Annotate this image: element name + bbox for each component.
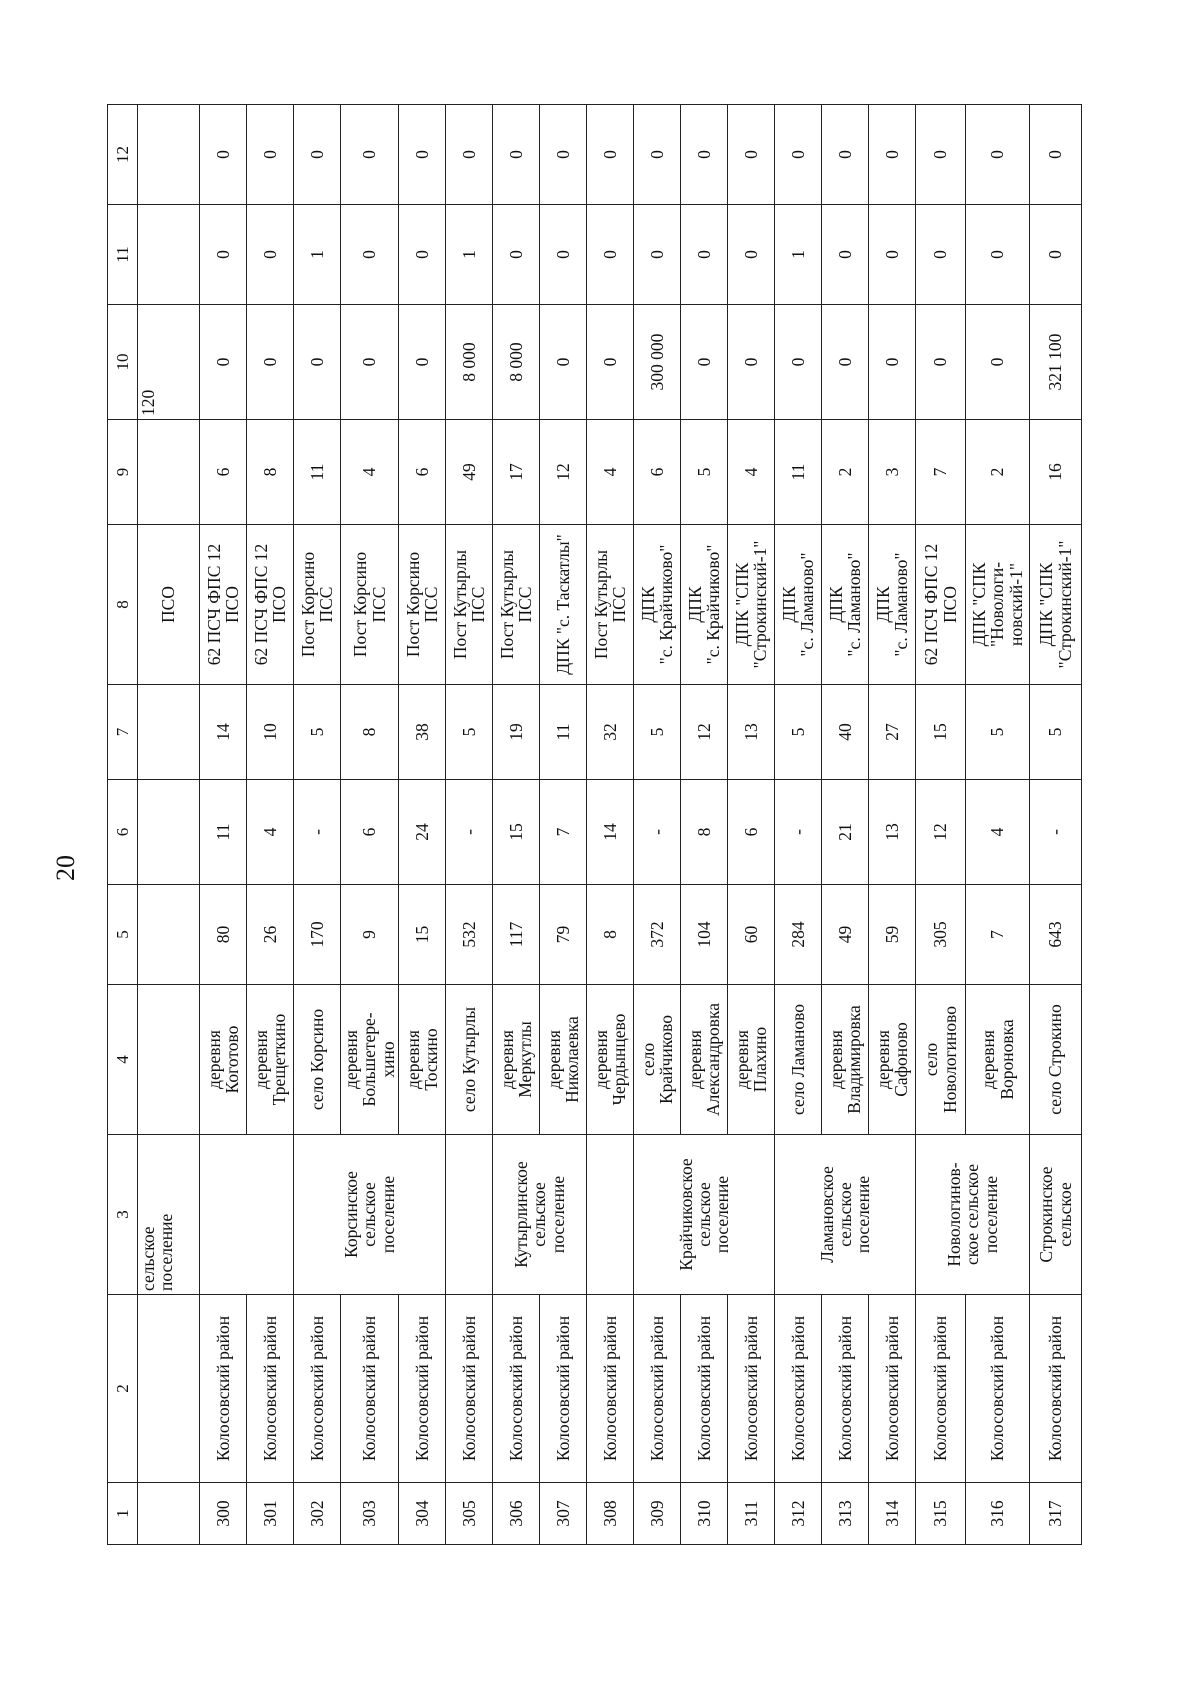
- value-9-cell: 49: [446, 420, 493, 525]
- value-12-cell: 0: [446, 105, 493, 205]
- value-11-cell: 0: [587, 205, 634, 305]
- settlement-cell: село Крайчиково: [634, 985, 681, 1135]
- value-11-cell: 0: [540, 205, 587, 305]
- row-number: 317: [1030, 1483, 1082, 1545]
- value-10-cell: 0: [681, 305, 728, 420]
- municipality-cell: Крайчиковское сельское поселение: [634, 1135, 775, 1295]
- value-10-cell: 0: [775, 305, 822, 420]
- municipality-cell: [587, 1135, 634, 1295]
- distance-cell: -: [446, 780, 493, 885]
- settlement-cell: деревня Плахино: [728, 985, 775, 1135]
- distance-cell: 14: [587, 780, 634, 885]
- continuation-row: [138, 105, 200, 1545]
- value-10-cell: 0: [247, 305, 294, 420]
- col-header-12: 12: [108, 105, 138, 205]
- table-row: [681, 105, 728, 1545]
- value-11-cell: 0: [728, 205, 775, 305]
- arrival-time-cell: 11: [540, 685, 587, 780]
- cont-cell: [138, 1295, 200, 1483]
- arrival-time-cell: 5: [294, 685, 341, 780]
- value-11-cell: 0: [966, 205, 1030, 305]
- row-number: 300: [200, 1483, 247, 1545]
- arrival-time-cell: 13: [728, 685, 775, 780]
- value-11-cell: 1: [446, 205, 493, 305]
- population-cell: 8: [587, 885, 634, 985]
- settlement-cell: село Корсино: [294, 985, 341, 1135]
- cont-value: 120: [138, 305, 200, 420]
- value-10-cell: 0: [869, 305, 916, 420]
- arrival-time-cell: 5: [1030, 685, 1082, 780]
- distance-cell: 12: [916, 780, 966, 885]
- settlement-cell: деревня Коготово: [200, 985, 247, 1135]
- cont-fire-unit: ПСО: [138, 525, 200, 685]
- value-10-cell: 0: [540, 305, 587, 420]
- value-11-cell: 0: [399, 205, 446, 305]
- district-cell: Колосовский район: [728, 1295, 775, 1483]
- value-11-cell: 0: [1030, 205, 1082, 305]
- population-cell: 284: [775, 885, 822, 985]
- settlement-cell: деревня Чердынцево: [587, 985, 634, 1135]
- settlement-cell: деревня Меркутлы: [493, 985, 540, 1135]
- distance-cell: -: [775, 780, 822, 885]
- value-11-cell: 0: [681, 205, 728, 305]
- population-cell: 117: [493, 885, 540, 985]
- row-number: 310: [681, 1483, 728, 1545]
- value-12-cell: 0: [341, 105, 399, 205]
- value-10-cell: 0: [916, 305, 966, 420]
- value-12-cell: 0: [966, 105, 1030, 205]
- arrival-time-cell: 8: [341, 685, 399, 780]
- value-11-cell: 0: [341, 205, 399, 305]
- table-row: [775, 105, 822, 1545]
- arrival-time-cell: 15: [916, 685, 966, 780]
- table-row: [540, 105, 587, 1545]
- value-11-cell: 0: [822, 205, 869, 305]
- district-cell: Колосовский район: [966, 1295, 1030, 1483]
- fire-unit-cell: Пост Корсино ПСС: [294, 525, 341, 685]
- value-12-cell: 0: [1030, 105, 1082, 205]
- distance-cell: 13: [869, 780, 916, 885]
- col-header-1: 1: [108, 1483, 138, 1545]
- district-cell: Колосовский район: [634, 1295, 681, 1483]
- value-9-cell: 6: [399, 420, 446, 525]
- distance-cell: 15: [493, 780, 540, 885]
- value-12-cell: 0: [399, 105, 446, 205]
- table-row: [247, 105, 294, 1545]
- cont-cell: [138, 985, 200, 1135]
- municipality-cell: Новологинов- ское сельское поселение: [916, 1135, 1030, 1295]
- arrival-time-cell: 19: [493, 685, 540, 780]
- col-header-9: 9: [108, 420, 138, 525]
- settlement-cell: деревня Владимировка: [822, 985, 869, 1135]
- row-number: 314: [869, 1483, 916, 1545]
- district-cell: Колосовский район: [587, 1295, 634, 1483]
- col-header-5: 5: [108, 885, 138, 985]
- settlement-cell: деревня Николаевка: [540, 985, 587, 1135]
- district-cell: Колосовский район: [341, 1295, 399, 1483]
- table-row: [399, 105, 446, 1545]
- arrival-time-cell: 5: [446, 685, 493, 780]
- arrival-time-cell: 14: [200, 685, 247, 780]
- value-9-cell: 17: [493, 420, 540, 525]
- arrival-time-cell: 5: [775, 685, 822, 780]
- value-11-cell: 0: [916, 205, 966, 305]
- population-cell: 49: [822, 885, 869, 985]
- value-11-cell: 0: [200, 205, 247, 305]
- district-cell: Колосовский район: [399, 1295, 446, 1483]
- arrival-time-cell: 38: [399, 685, 446, 780]
- cont-cell: [138, 685, 200, 780]
- row-number: 305: [446, 1483, 493, 1545]
- table-row: [200, 105, 247, 1545]
- value-12-cell: 0: [247, 105, 294, 205]
- value-9-cell: 4: [587, 420, 634, 525]
- table-row: [294, 105, 341, 1545]
- value-10-cell: 0: [728, 305, 775, 420]
- population-cell: 104: [681, 885, 728, 985]
- row-number: 306: [493, 1483, 540, 1545]
- value-9-cell: 2: [966, 420, 1030, 525]
- row-number: 313: [822, 1483, 869, 1545]
- value-10-cell: 300 000: [634, 305, 681, 420]
- cont-cell: [138, 105, 200, 205]
- value-12-cell: 0: [775, 105, 822, 205]
- value-12-cell: 0: [822, 105, 869, 205]
- value-12-cell: 0: [587, 105, 634, 205]
- value-11-cell: 0: [634, 205, 681, 305]
- value-10-cell: 0: [822, 305, 869, 420]
- col-header-10: 10: [108, 305, 138, 420]
- value-9-cell: 7: [916, 420, 966, 525]
- table-row: [587, 105, 634, 1545]
- value-10-cell: 8 000: [493, 305, 540, 420]
- district-cell: Колосовский район: [869, 1295, 916, 1483]
- population-cell: 170: [294, 885, 341, 985]
- value-11-cell: 1: [294, 205, 341, 305]
- district-cell: Колосовский район: [493, 1295, 540, 1483]
- cont-cell: [138, 1483, 200, 1545]
- column-number-row: [108, 105, 138, 1545]
- fire-unit-cell: Пост Корсино ПСС: [341, 525, 399, 685]
- value-10-cell: 0: [294, 305, 341, 420]
- value-10-cell: 0: [587, 305, 634, 420]
- distance-cell: -: [634, 780, 681, 885]
- table-row: [341, 105, 399, 1545]
- district-cell: Колосовский район: [916, 1295, 966, 1483]
- value-12-cell: 0: [728, 105, 775, 205]
- distance-cell: 6: [728, 780, 775, 885]
- value-11-cell: 0: [869, 205, 916, 305]
- arrival-time-cell: 40: [822, 685, 869, 780]
- value-11-cell: 1: [775, 205, 822, 305]
- fire-unit-cell: ДПК "СПК "Строкинский-1": [728, 525, 775, 685]
- population-cell: 26: [247, 885, 294, 985]
- fire-unit-cell: ДПК "с. Ламаново": [775, 525, 822, 685]
- col-header-2: 2: [108, 1295, 138, 1483]
- value-9-cell: 4: [341, 420, 399, 525]
- row-number: 307: [540, 1483, 587, 1545]
- value-10-cell: 0: [200, 305, 247, 420]
- settlement-cell: деревня Трещеткино: [247, 985, 294, 1135]
- table-row: [493, 105, 540, 1545]
- arrival-time-cell: 5: [966, 685, 1030, 780]
- population-cell: 7: [966, 885, 1030, 985]
- settlement-cell: село Строкино: [1030, 985, 1082, 1135]
- distance-cell: 6: [341, 780, 399, 885]
- value-9-cell: 12: [540, 420, 587, 525]
- row-number: 301: [247, 1483, 294, 1545]
- fire-unit-cell: ДПК "СПК "Новологи- новский-1": [966, 525, 1030, 685]
- fire-unit-cell: ДПК "СПК "Строкинский-1": [1030, 525, 1082, 685]
- district-cell: Колосовский район: [540, 1295, 587, 1483]
- value-10-cell: 8 000: [446, 305, 493, 420]
- settlements-table: [107, 104, 1082, 1545]
- population-cell: 79: [540, 885, 587, 985]
- value-9-cell: 11: [775, 420, 822, 525]
- value-9-cell: 16: [1030, 420, 1082, 525]
- arrival-time-cell: 5: [634, 685, 681, 780]
- fire-unit-cell: 62 ПСЧ ФПС 12 ПСО: [916, 525, 966, 685]
- value-9-cell: 3: [869, 420, 916, 525]
- distance-cell: 4: [966, 780, 1030, 885]
- cont-cell: [138, 885, 200, 985]
- value-9-cell: 8: [247, 420, 294, 525]
- row-number: 303: [341, 1483, 399, 1545]
- fire-unit-cell: 62 ПСЧ ФПС 12 ПСО: [200, 525, 247, 685]
- row-number: 316: [966, 1483, 1030, 1545]
- distance-cell: 11: [200, 780, 247, 885]
- settlements-table-wrapper: [107, 105, 1075, 1545]
- col-header-8: 8: [108, 525, 138, 685]
- population-cell: 15: [399, 885, 446, 985]
- cont-cell: [138, 205, 200, 305]
- value-12-cell: 0: [634, 105, 681, 205]
- distance-cell: 8: [681, 780, 728, 885]
- municipality-cell: Корсинское сельское поселение: [294, 1135, 446, 1295]
- value-12-cell: 0: [493, 105, 540, 205]
- value-12-cell: 0: [294, 105, 341, 205]
- table-row: [966, 105, 1030, 1545]
- table-row: [1030, 105, 1082, 1545]
- population-cell: 532: [446, 885, 493, 985]
- table-row: [634, 105, 681, 1545]
- cont-cell: [138, 780, 200, 885]
- cont-municipality: сельское поселение: [138, 1135, 200, 1295]
- value-12-cell: 0: [681, 105, 728, 205]
- fire-unit-cell: Пост Кутырлы ПСС: [493, 525, 540, 685]
- row-number: 302: [294, 1483, 341, 1545]
- arrival-time-cell: 27: [869, 685, 916, 780]
- population-cell: 60: [728, 885, 775, 985]
- table-row: [916, 105, 966, 1545]
- value-10-cell: 0: [399, 305, 446, 420]
- municipality-cell: [200, 1135, 294, 1295]
- table-row: [728, 105, 775, 1545]
- district-cell: Колосовский район: [200, 1295, 247, 1483]
- value-10-cell: 0: [966, 305, 1030, 420]
- fire-unit-cell: Пост Кутырлы ПСС: [587, 525, 634, 685]
- col-header-7: 7: [108, 685, 138, 780]
- district-cell: Колосовский район: [446, 1295, 493, 1483]
- arrival-time-cell: 32: [587, 685, 634, 780]
- col-header-3: 3: [108, 1135, 138, 1295]
- population-cell: 80: [200, 885, 247, 985]
- arrival-time-cell: 12: [681, 685, 728, 780]
- distance-cell: 4: [247, 780, 294, 885]
- population-cell: 59: [869, 885, 916, 985]
- value-12-cell: 0: [200, 105, 247, 205]
- population-cell: 372: [634, 885, 681, 985]
- row-number: 308: [587, 1483, 634, 1545]
- municipality-cell: Строкинское сельское: [1030, 1135, 1082, 1295]
- table-row: [869, 105, 916, 1545]
- fire-unit-cell: 62 ПСЧ ФПС 12 ПСО: [247, 525, 294, 685]
- value-10-cell: 321 100: [1030, 305, 1082, 420]
- value-11-cell: 0: [247, 205, 294, 305]
- district-cell: Колосовский район: [247, 1295, 294, 1483]
- value-12-cell: 0: [869, 105, 916, 205]
- table-row: [822, 105, 869, 1545]
- value-9-cell: 4: [728, 420, 775, 525]
- district-cell: Колосовский район: [822, 1295, 869, 1483]
- value-10-cell: 0: [341, 305, 399, 420]
- cont-cell: [138, 420, 200, 525]
- distance-cell: 24: [399, 780, 446, 885]
- district-cell: Колосовский район: [1030, 1295, 1082, 1483]
- fire-unit-cell: ДПК "с. Крайчиково": [681, 525, 728, 685]
- municipality-cell: Ламановское сельское поселение: [775, 1135, 916, 1295]
- row-number: 312: [775, 1483, 822, 1545]
- settlement-cell: деревня Тоскино: [399, 985, 446, 1135]
- col-header-6: 6: [108, 780, 138, 885]
- page-number: 20: [51, 855, 80, 881]
- value-9-cell: 5: [681, 420, 728, 525]
- value-12-cell: 0: [540, 105, 587, 205]
- settlement-cell: село Новологиново: [916, 985, 966, 1135]
- district-cell: Колосовский район: [681, 1295, 728, 1483]
- fire-unit-cell: Пост Корсино ПСС: [399, 525, 446, 685]
- district-cell: Колосовский район: [775, 1295, 822, 1483]
- municipality-cell: Кутырлинское сельское поселение: [493, 1135, 587, 1295]
- distance-cell: -: [294, 780, 341, 885]
- distance-cell: 21: [822, 780, 869, 885]
- value-9-cell: 11: [294, 420, 341, 525]
- settlement-cell: село Ламаново: [775, 985, 822, 1135]
- row-number: 311: [728, 1483, 775, 1545]
- population-cell: 9: [341, 885, 399, 985]
- district-cell: Колосовский район: [294, 1295, 341, 1483]
- value-9-cell: 2: [822, 420, 869, 525]
- population-cell: 305: [916, 885, 966, 985]
- distance-cell: -: [1030, 780, 1082, 885]
- settlement-cell: деревня Сафоново: [869, 985, 916, 1135]
- fire-unit-cell: ДПК "с. Ламаново": [869, 525, 916, 685]
- col-header-4: 4: [108, 985, 138, 1135]
- arrival-time-cell: 10: [247, 685, 294, 780]
- value-9-cell: 6: [634, 420, 681, 525]
- value-11-cell: 0: [493, 205, 540, 305]
- row-number: 315: [916, 1483, 966, 1545]
- row-number: 309: [634, 1483, 681, 1545]
- value-9-cell: 6: [200, 420, 247, 525]
- row-number: 304: [399, 1483, 446, 1545]
- value-12-cell: 0: [916, 105, 966, 205]
- settlement-cell: деревня Вороновка: [966, 985, 1030, 1135]
- population-cell: 643: [1030, 885, 1082, 985]
- distance-cell: 7: [540, 780, 587, 885]
- municipality-cell: [446, 1135, 493, 1295]
- settlement-cell: село Кутырлы: [446, 985, 493, 1135]
- fire-unit-cell: ДПК "с. Ламаново": [822, 525, 869, 685]
- col-header-11: 11: [108, 205, 138, 305]
- fire-unit-cell: ДПК "с. Крайчиково": [634, 525, 681, 685]
- settlement-cell: деревня Александровка: [681, 985, 728, 1135]
- fire-unit-cell: ДПК "с. Таскатлы": [540, 525, 587, 685]
- fire-unit-cell: Пост Кутырлы ПСС: [446, 525, 493, 685]
- table-row: [446, 105, 493, 1545]
- settlement-cell: деревня Большетере- хино: [341, 985, 399, 1135]
